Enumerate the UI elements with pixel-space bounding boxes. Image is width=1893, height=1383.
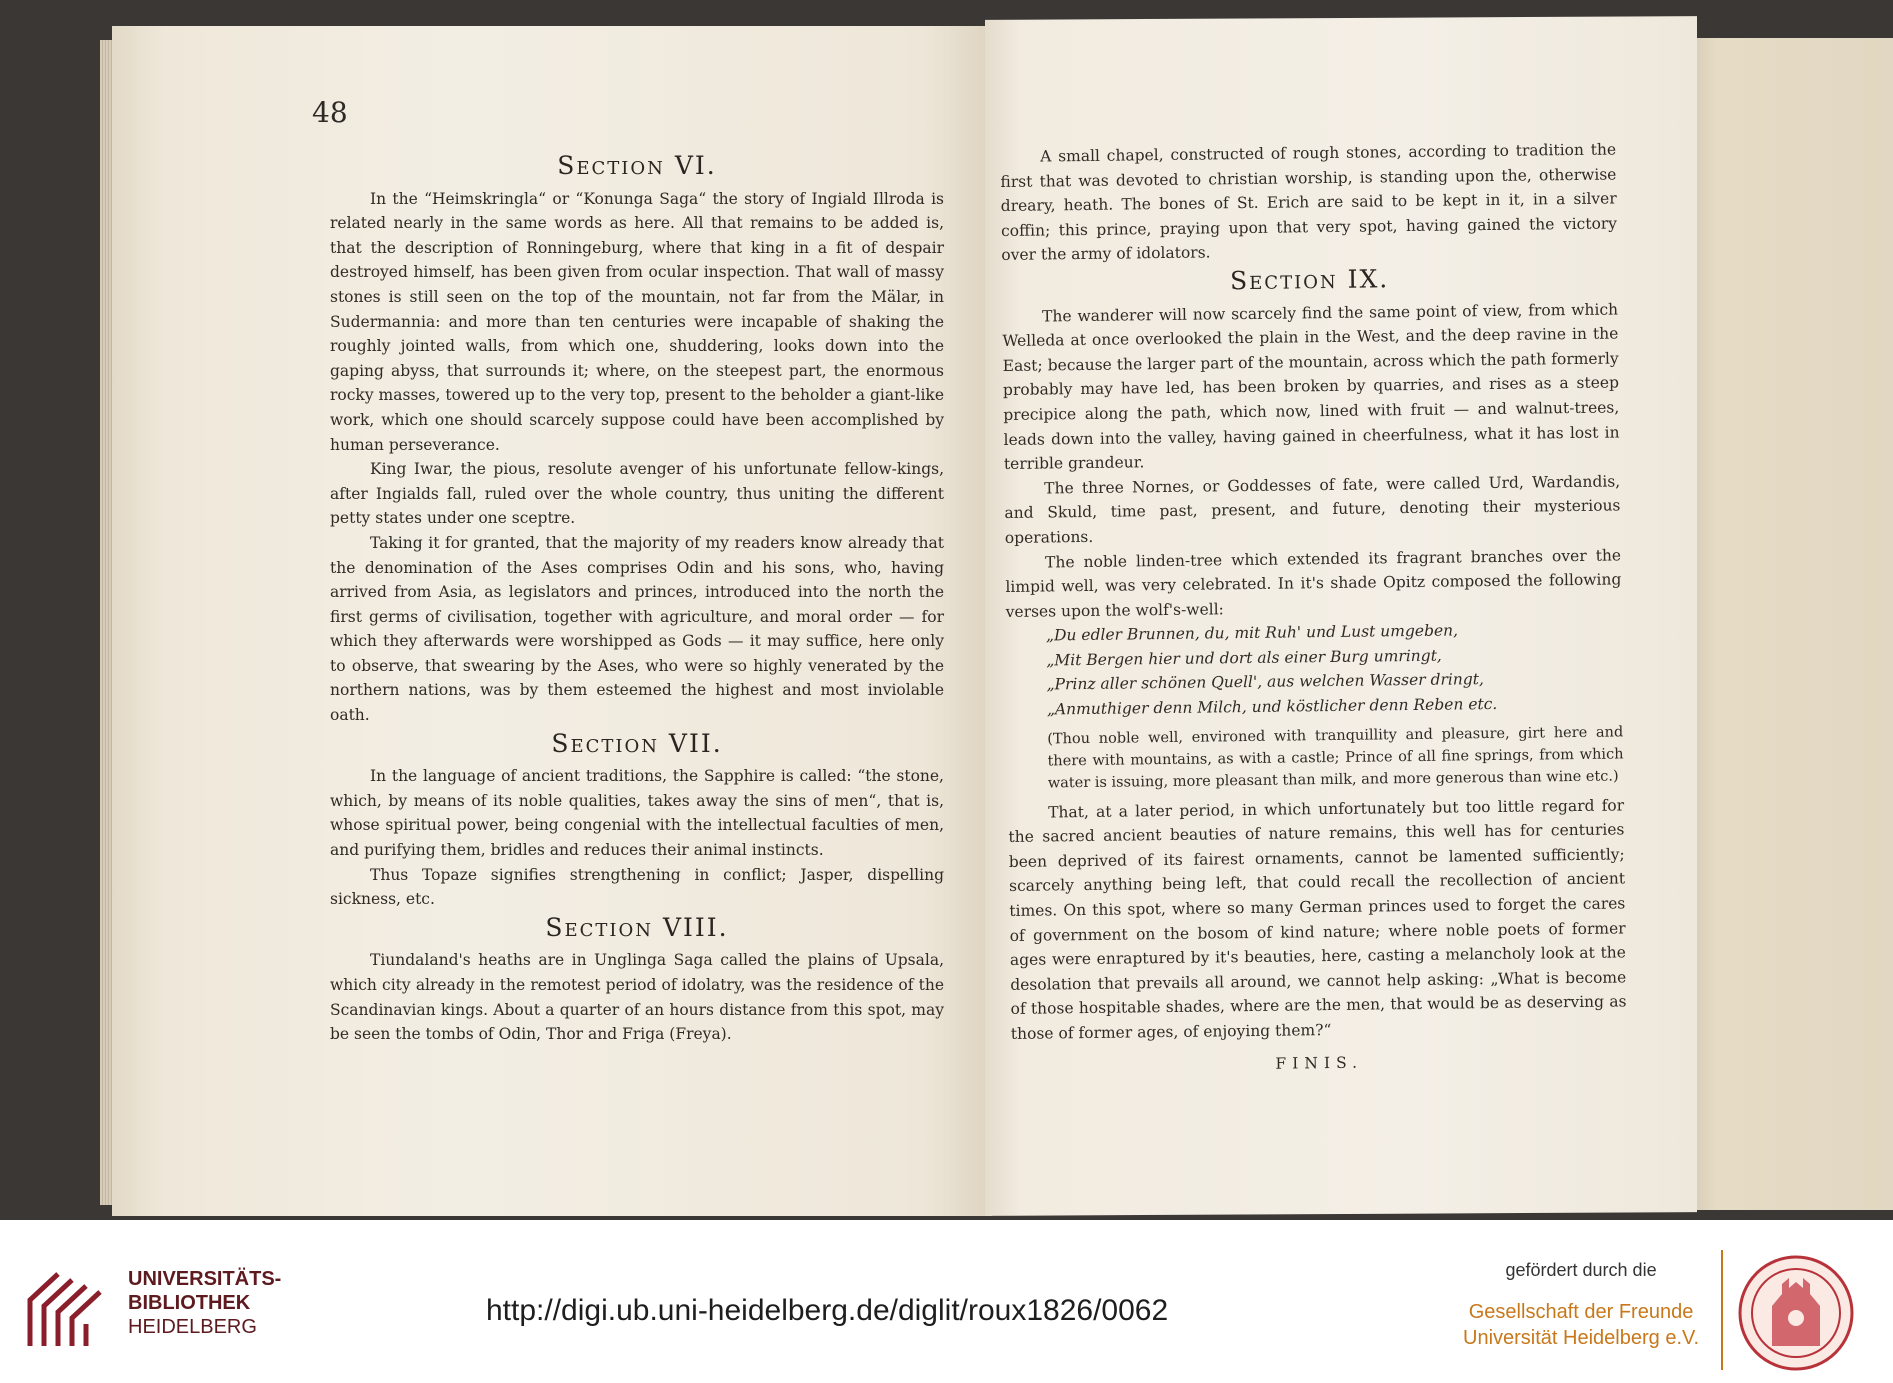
paragraph: A small chapel, constructed of rough stones, according to tradition the first that was devoted to christian worship, is standing upon the, otherwise dreary, heath. The bones of St. Erich are said to be kept in it, in a silver coffin; this prince, praying upon that very spot, having gained the victory over the army of idolators. bbox=[1000, 140, 1618, 265]
verse-line: „Du edler Brunnen, du, mit Ruh' und Lust umgeben, bbox=[1045, 621, 1459, 645]
sponsor-block[interactable] bbox=[1463, 1260, 1699, 1351]
library-name-line: UNIVERSITÄTS- bbox=[128, 1268, 282, 1290]
section-heading: Section VII. bbox=[551, 728, 723, 758]
sponsor-caption: gefördert durch die bbox=[1505, 1260, 1657, 1280]
left-column bbox=[330, 150, 944, 1047]
sponsor-name-line: Gesellschaft der Freunde bbox=[1468, 1301, 1694, 1323]
ub-heidelberg-logo-icon[interactable] bbox=[20, 1260, 116, 1354]
finis-mark: FINIS. bbox=[1275, 1053, 1364, 1073]
paragraph: Tiundaland's heaths are in Unglinga Saga called the plains of Upsala, which city already in the remotest period of idolatry, was the residence of the Scandinavian kings. About a quarter of an hours distance from this spot, may be seen the tombs of Odin, Thor and Friga (Freya). bbox=[330, 951, 944, 1044]
verse-line: „Anmuthiger denn Milch, und köstlicher denn Reben etc. bbox=[1046, 695, 1498, 719]
verse-translation: (Thou noble well, environed with tranquillity and pleasure, girt here and there with mountains, as with a castle; Prince of all fine springs, from which water is issuing, more pleasant than milk, and more generous than wine etc.) bbox=[1047, 724, 1624, 792]
library-name-line: HEIDELBERG bbox=[128, 1316, 257, 1338]
section-heading: Section IX. bbox=[1229, 264, 1390, 296]
sponsor-name-line: Universität Heidelberg e.V. bbox=[1463, 1327, 1700, 1349]
page-number: 48 bbox=[312, 96, 348, 129]
paragraph: Thus Topaze signifies strengthening in conflict; Jasper, dispelling sickness, etc. bbox=[330, 865, 944, 909]
library-name-line: BIBLIOTHEK bbox=[128, 1292, 251, 1314]
paragraph: Taking it for granted, that the majority of my readers know already that the denomination of the Ases comprises Odin and his sons, who, having arrived from Asia, as legislators and princes, introduced into the north the first germs of civilisation, together with agriculture, and moral order — for which they afterwards were worshipped as Gods — it may suffice, here only to observe, that swearing by the Ases, who were so highly venerated by the northern nations, was by them esteemed the highest and most inviolable oath. bbox=[330, 533, 944, 725]
paragraph: The three Nornes, or Goddesses of fate, were called Urd, Wardandis, and Skuld, time past, present, and future, denoting their mysterious operations. bbox=[1004, 472, 1621, 547]
book-cover-edge bbox=[1697, 38, 1893, 1210]
permalink-url[interactable]: http://digi.ub.uni-heidelberg.de/diglit/roux1826/0062 bbox=[486, 1294, 1169, 1327]
right-column bbox=[1000, 137, 1627, 1079]
poem-verses bbox=[1006, 617, 1623, 723]
university-seal-icon bbox=[1737, 1254, 1855, 1372]
paragraph: The wanderer will now scarcely find the same point of view, from which Welleda at once overlooked the plain in the West, and the deep ravine in the East; because the larger part of the mountain, across which the path formerly probably may have led, has been broken by quarries, and rises as a steep precipice along the path, which now, lined with fruit — and walnut-trees, leads down into the valley, having gained in cheerfulness, what it has lost in terrible grandeur. bbox=[1002, 300, 1620, 474]
paragraph: In the language of ancient traditions, the Sapphire is called: “the stone, which, by means of its noble qualities, takes away the sins of men“, that is, whose spiritual power, being congenial with the intellectual faculties of men, and purifying them, bridles and reduces their animal instincts. bbox=[330, 767, 944, 860]
sponsor-divider bbox=[1721, 1250, 1723, 1370]
footer-bar bbox=[0, 1220, 1893, 1383]
section-heading: Section VIII. bbox=[545, 912, 729, 942]
library-name[interactable] bbox=[128, 1267, 281, 1339]
paragraph: In the “Heimskringla“ or “Konunga Saga“ the story of Ingiald Illroda is related nearly in the same words as here. All that remains to be added is, that the description of Ronningeburg, where that king in a fit of despair destroyed himself, has been given from ocular inspection. That wall of massy stones is still seen on the top of the mountain, not far from the Mälar, in Sudermannia: and more than ten centuries were incapable of shaking the roughly jointed walls, from which one, shuddering, looks down into the gaping abyss, that surrounds it; where, on the steepest part, the enormous rocky masses, towered up to the very top, present to the beholder a giant-like work, which one should scarcely suppose could have been accomplished by human perseverance. bbox=[330, 189, 944, 454]
verse-line: „Mit Bergen hier und dort als einer Burg umringt, bbox=[1046, 646, 1442, 670]
section-heading: Section VI. bbox=[557, 151, 717, 180]
paragraph: King Iwar, the pious, resolute avenger of his unfortunate fellow-kings, after Ingialds fall, ruled over the whole country, thus uniting the different petty states under one sceptre. bbox=[330, 460, 944, 528]
verse-line: „Prinz aller schönen Quell', aus welchen Wasser dringt, bbox=[1046, 670, 1485, 694]
paragraph: The noble linden-tree which extended its fragrant branches over the limpid well, was very celebrated. In it's shade Opitz composed the following verses upon the wolf's-well: bbox=[1005, 545, 1622, 621]
paragraph: That, at a later period, in which unfortunately but too little regard for the sacred ancient beauties of nature remains, this well has for centuries been deprived of its fairest ornaments, cannot be lamented sufficiently; scarcely anything being left, that could recall the recollection of ancient times. On this spot, where so many German princes used to forget the cares of government on the bosom of kind nature; where noble poets of former ages were enraptured by it's beauties, here, casting a melancholy look at the desolation that prevails all around, we cannot help asking: „What is become of those hospitable shades, where are the men, that would be as deserving as those of former ages, of enjoying them?“ bbox=[1008, 796, 1627, 1043]
